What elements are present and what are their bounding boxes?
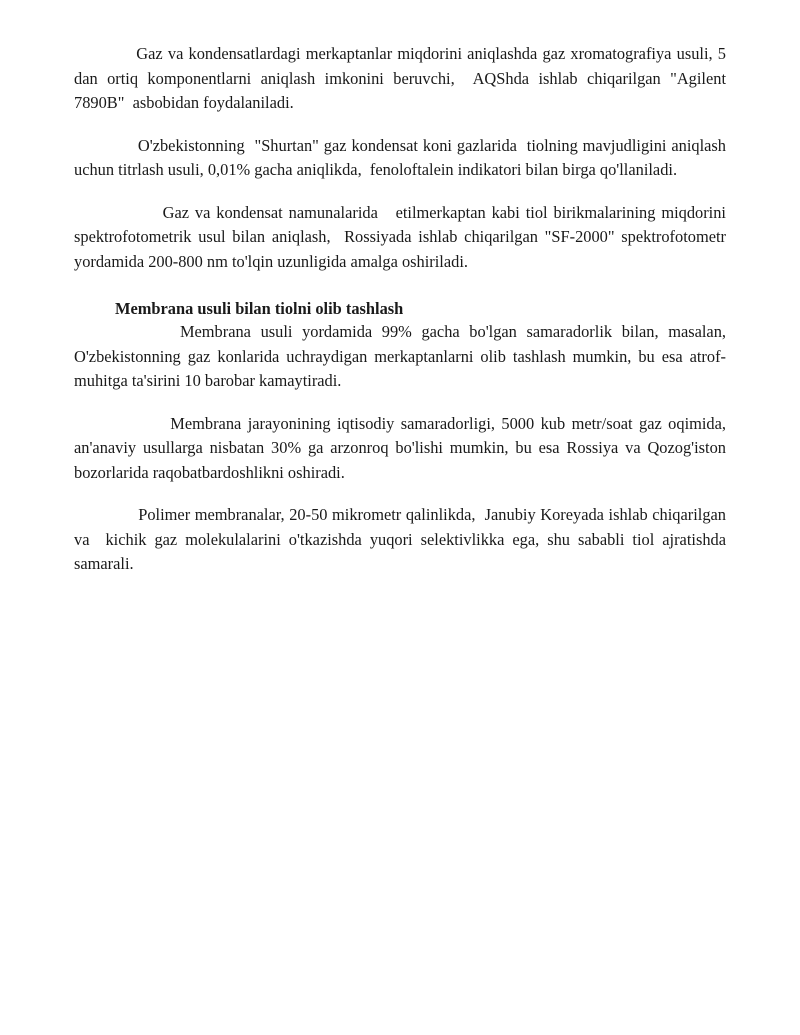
section-heading: Membrana usuli bilan tiolni olib tashlash bbox=[74, 299, 404, 318]
document-page bbox=[74, 42, 731, 595]
paragraph-titration: O'zbekistonning "Shurtan" gaz kondensat koni gazlarida tiolning mavjudligini aniqlash uchun titrlash usuli, 0,01% gacha aniqlikda, fenoloftalein indikatori bilan birga qo'llaniladi. bbox=[74, 135, 731, 179]
paragraph-spectrophotometry: Gaz va kondensat namunalarida etilmerkaptan kabi tiol birikmalarining miqdorini spektrofotometrik usul bilan aniqlash, Rossiyada ishlab chiqarilgan "SF-2000" spektrofotometr yordamida 200-800 nm to'lqin uzunligida amalga oshiriladi. bbox=[74, 202, 731, 271]
paragraph-polymer-membranes: Polimer membranalar, 20-50 mikrometr qalinlikda, Janubiy Koreyada ishlab chiqarilgan va kichik gaz molekulalarini o'tkazishda yuqori selektivlikka ega, shu sababli tiol ajratishda samarali. bbox=[74, 505, 731, 573]
paragraph-membrane-efficiency: Membrana usuli yordamida 99% gacha bo'lgan samaradorlik bilan, masalan, O'zbekistonning gaz konlarida uchraydigan merkaptanlarni olib tashlash mumkin, bu esa atrof-muhitga ta'sirini 10 barobar kamaytiradi. bbox=[74, 322, 731, 390]
paragraph-gas-chromatography: Gaz va kondensatlardagi merkaptanlar miqdorini aniqlashda gaz xromatografiya usuli, 5 dan ortiq komponentlarni aniqlash imkonini beruvchi, AQShda ishlab chiqarilgan "Agilent 7890B" asbobidan foydalaniladi. bbox=[74, 44, 731, 112]
paragraph-membrane-economics: Membrana jarayonining iqtisodiy samaradorligi, 5000 kub metr/soat gaz oqimida, an'anaviy usullarga nisbatan 30% ga arzonroq bo'lishi mumkin, bu esa Rossiya va Qozog'iston bozorlarida raqobatbardoshlikni oshiradi. bbox=[74, 413, 731, 482]
